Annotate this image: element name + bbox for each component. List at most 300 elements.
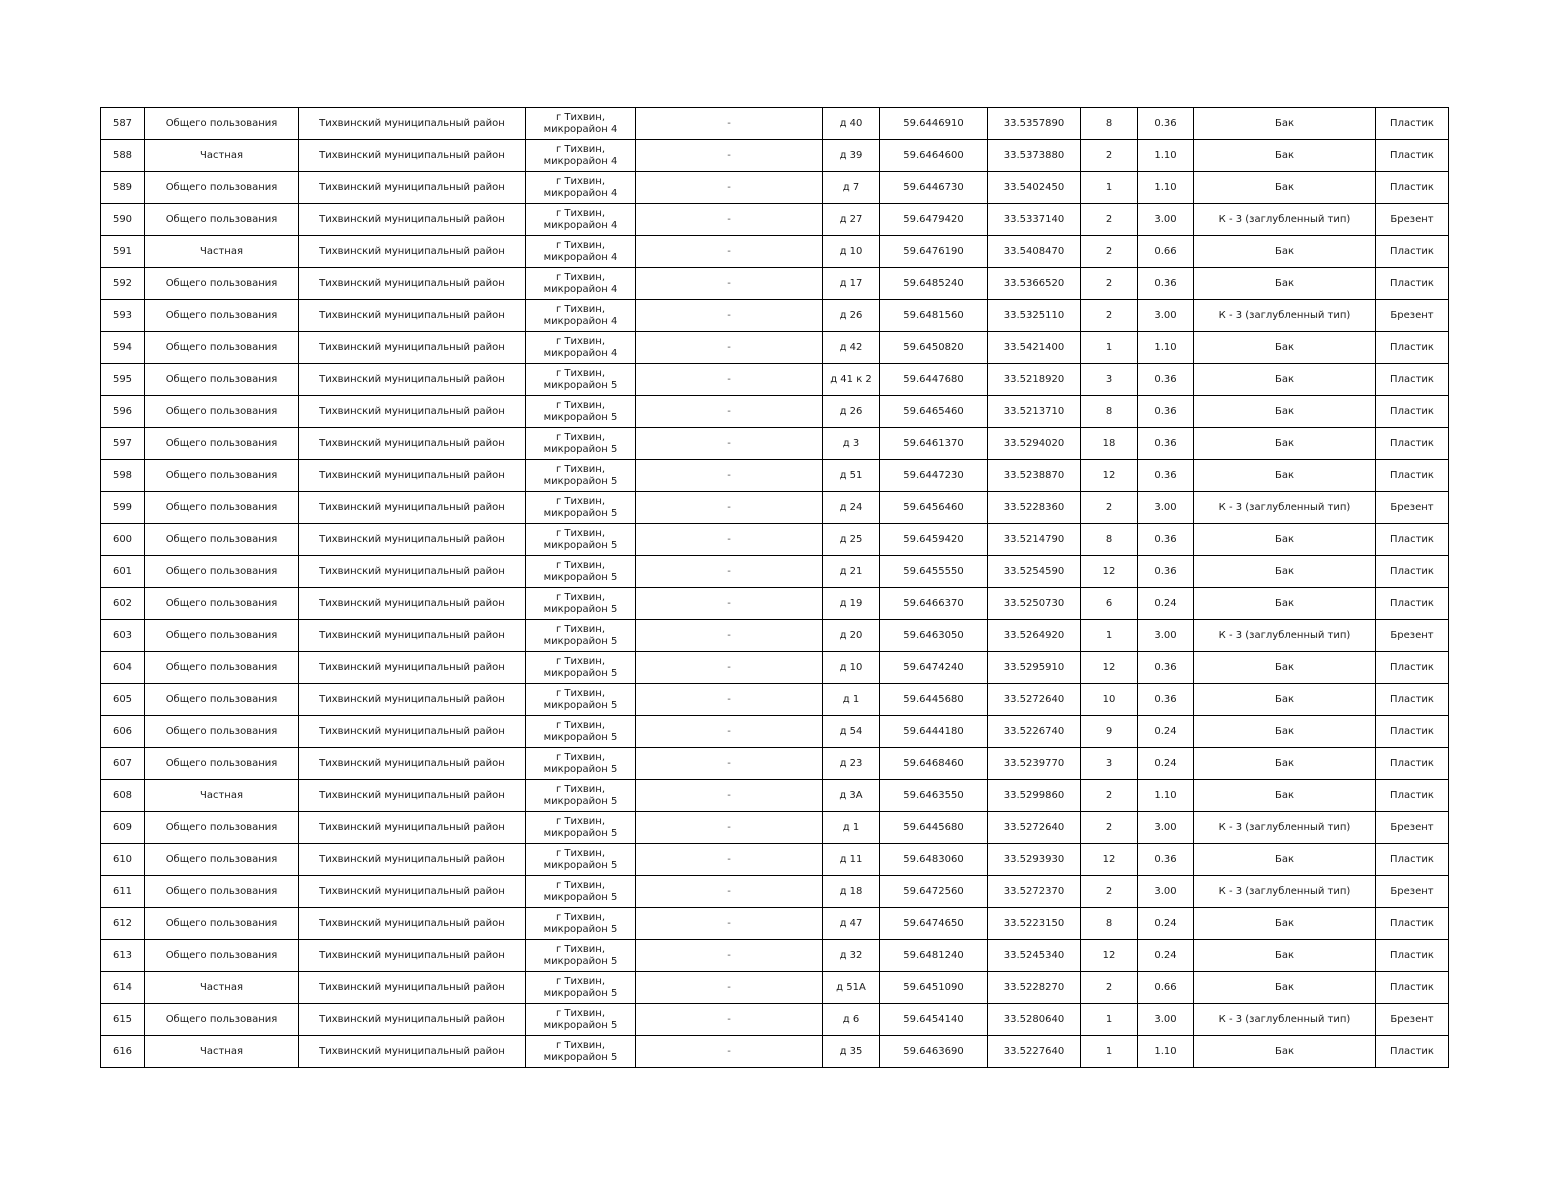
cell-street: - [636,332,823,364]
cell-material: Пластик [1376,364,1449,396]
cell-material: Пластик [1376,460,1449,492]
cell-container-type: К - 3 (заглубленный тип) [1194,620,1376,652]
cell-lon: 33.5223150 [988,908,1081,940]
cell-no: 613 [101,940,145,972]
cell-locality: г Тихвин, микрорайон 4 [526,140,636,172]
cell-locality: г Тихвин, микрорайон 5 [526,492,636,524]
cell-material: Пластик [1376,972,1449,1004]
cell-container-type: Бак [1194,460,1376,492]
cell-lon: 33.5421400 [988,332,1081,364]
cell-material: Пластик [1376,908,1449,940]
cell-street: - [636,108,823,140]
cell-lat: 59.6463550 [880,780,988,812]
cell-lat: 59.6456460 [880,492,988,524]
cell-street: - [636,1004,823,1036]
cell-lon: 33.5239770 [988,748,1081,780]
cell-volume: 3.00 [1138,1004,1194,1036]
cell-district: Тихвинский муниципальный район [299,748,526,780]
cell-house: д 10 [823,652,880,684]
cell-lon: 33.5272640 [988,812,1081,844]
cell-volume: 0.36 [1138,684,1194,716]
cell-material: Пластик [1376,780,1449,812]
cell-locality: г Тихвин, микрорайон 4 [526,204,636,236]
cell-volume: 3.00 [1138,876,1194,908]
cell-material: Брезент [1376,1004,1449,1036]
cell-no: 607 [101,748,145,780]
cell-locality: г Тихвин, микрорайон 5 [526,684,636,716]
cell-locality: г Тихвин, микрорайон 5 [526,812,636,844]
cell-ownership: Частная [145,780,299,812]
table-row [101,236,1449,268]
table-row [101,620,1449,652]
cell-count: 6 [1081,588,1138,620]
cell-lat: 59.6446730 [880,172,988,204]
cell-district: Тихвинский муниципальный район [299,332,526,364]
cell-lon: 33.5226740 [988,716,1081,748]
cell-no: 612 [101,908,145,940]
cell-container-type: Бак [1194,684,1376,716]
cell-lat: 59.6463050 [880,620,988,652]
cell-count: 2 [1081,204,1138,236]
cell-lat: 59.6444180 [880,716,988,748]
cell-count: 2 [1081,972,1138,1004]
cell-locality: г Тихвин, микрорайон 4 [526,108,636,140]
cell-material: Пластик [1376,236,1449,268]
cell-house: д 25 [823,524,880,556]
cell-lon: 33.5357890 [988,108,1081,140]
cell-district: Тихвинский муниципальный район [299,524,526,556]
cell-no: 588 [101,140,145,172]
cell-ownership: Общего пользования [145,172,299,204]
cell-ownership: Общего пользования [145,940,299,972]
cell-volume: 0.24 [1138,940,1194,972]
table-row [101,492,1449,524]
cell-locality: г Тихвин, микрорайон 5 [526,396,636,428]
cell-house: д 54 [823,716,880,748]
cell-container-type: Бак [1194,172,1376,204]
cell-no: 610 [101,844,145,876]
cell-district: Тихвинский муниципальный район [299,364,526,396]
cell-street: - [636,780,823,812]
cell-lon: 33.5366520 [988,268,1081,300]
cell-locality: г Тихвин, микрорайон 4 [526,236,636,268]
cell-volume: 0.24 [1138,588,1194,620]
cell-street: - [636,396,823,428]
cell-volume: 0.36 [1138,268,1194,300]
cell-locality: г Тихвин, микрорайон 5 [526,876,636,908]
cell-container-type: К - 3 (заглубленный тип) [1194,876,1376,908]
cell-container-type: Бак [1194,396,1376,428]
cell-house: д 41 к 2 [823,364,880,396]
cell-house: д 47 [823,908,880,940]
cell-lat: 59.6465460 [880,396,988,428]
cell-count: 12 [1081,940,1138,972]
cell-material: Пластик [1376,716,1449,748]
cell-street: - [636,940,823,972]
cell-district: Тихвинский муниципальный район [299,620,526,652]
cell-lat: 59.6450820 [880,332,988,364]
cell-house: д 20 [823,620,880,652]
table-row [101,300,1449,332]
cell-no: 608 [101,780,145,812]
table-row [101,428,1449,460]
cell-ownership: Общего пользования [145,716,299,748]
cell-locality: г Тихвин, микрорайон 5 [526,972,636,1004]
cell-lon: 33.5272640 [988,684,1081,716]
cell-ownership: Общего пользования [145,876,299,908]
cell-lon: 33.5373880 [988,140,1081,172]
cell-lat: 59.6479420 [880,204,988,236]
cell-material: Пластик [1376,140,1449,172]
cell-volume: 1.10 [1138,780,1194,812]
cell-volume: 0.36 [1138,396,1194,428]
cell-ownership: Общего пользования [145,268,299,300]
cell-district: Тихвинский муниципальный район [299,972,526,1004]
cell-no: 605 [101,684,145,716]
cell-no: 616 [101,1036,145,1068]
cell-container-type: Бак [1194,652,1376,684]
cell-locality: г Тихвин, микрорайон 5 [526,428,636,460]
cell-street: - [636,236,823,268]
cell-district: Тихвинский муниципальный район [299,268,526,300]
cell-container-type: Бак [1194,108,1376,140]
cell-count: 2 [1081,300,1138,332]
cell-material: Пластик [1376,268,1449,300]
cell-house: д 51А [823,972,880,1004]
cell-count: 12 [1081,556,1138,588]
cell-locality: г Тихвин, микрорайон 4 [526,332,636,364]
table-row [101,460,1449,492]
cell-count: 12 [1081,460,1138,492]
cell-house: д 3 [823,428,880,460]
cell-ownership: Общего пользования [145,524,299,556]
cell-lat: 59.6446910 [880,108,988,140]
table-row [101,748,1449,780]
cell-lon: 33.5294020 [988,428,1081,460]
cell-street: - [636,300,823,332]
cell-container-type: Бак [1194,588,1376,620]
cell-district: Тихвинский муниципальный район [299,172,526,204]
cell-no: 592 [101,268,145,300]
cell-lat: 59.6476190 [880,236,988,268]
cell-lat: 59.6459420 [880,524,988,556]
cell-house: д 7 [823,172,880,204]
cell-no: 600 [101,524,145,556]
cell-volume: 0.36 [1138,844,1194,876]
cell-street: - [636,876,823,908]
cell-house: д 42 [823,332,880,364]
cell-lat: 59.6454140 [880,1004,988,1036]
cell-house: д 51 [823,460,880,492]
cell-house: д 19 [823,588,880,620]
cell-street: - [636,588,823,620]
cell-material: Пластик [1376,172,1449,204]
cell-lon: 33.5264920 [988,620,1081,652]
cell-lat: 59.6485240 [880,268,988,300]
cell-street: - [636,812,823,844]
cell-volume: 1.10 [1138,332,1194,364]
cell-no: 601 [101,556,145,588]
cell-container-type: Бак [1194,780,1376,812]
cell-no: 614 [101,972,145,1004]
cell-lon: 33.5213710 [988,396,1081,428]
cell-container-type: Бак [1194,364,1376,396]
cell-material: Брезент [1376,204,1449,236]
cell-container-type: Бак [1194,556,1376,588]
cell-container-type: Бак [1194,844,1376,876]
cell-ownership: Частная [145,1036,299,1068]
table-row [101,1004,1449,1036]
cell-volume: 1.10 [1138,140,1194,172]
cell-ownership: Общего пользования [145,812,299,844]
cell-volume: 0.66 [1138,236,1194,268]
table-row [101,780,1449,812]
cell-count: 8 [1081,908,1138,940]
cell-street: - [636,428,823,460]
table-row [101,684,1449,716]
cell-house: д 35 [823,1036,880,1068]
cell-lat: 59.6447680 [880,364,988,396]
cell-material: Пластик [1376,940,1449,972]
cell-container-type: К - 3 (заглубленный тип) [1194,492,1376,524]
cell-locality: г Тихвин, микрорайон 5 [526,588,636,620]
cell-container-type: Бак [1194,908,1376,940]
cell-count: 3 [1081,364,1138,396]
cell-lon: 33.5254590 [988,556,1081,588]
cell-ownership: Общего пользования [145,460,299,492]
cell-count: 3 [1081,748,1138,780]
cell-volume: 0.24 [1138,908,1194,940]
cell-no: 590 [101,204,145,236]
cell-district: Тихвинский муниципальный район [299,940,526,972]
cell-no: 611 [101,876,145,908]
cell-house: д 10 [823,236,880,268]
cell-district: Тихвинский муниципальный район [299,1004,526,1036]
cell-material: Пластик [1376,1036,1449,1068]
cell-street: - [636,460,823,492]
cell-lat: 59.6472560 [880,876,988,908]
cell-no: 615 [101,1004,145,1036]
cell-house: д 3А [823,780,880,812]
cell-locality: г Тихвин, микрорайон 5 [526,364,636,396]
cell-no: 603 [101,620,145,652]
cell-container-type: Бак [1194,524,1376,556]
cell-locality: г Тихвин, микрорайон 5 [526,556,636,588]
cell-house: д 11 [823,844,880,876]
cell-volume: 0.36 [1138,428,1194,460]
cell-lat: 59.6474240 [880,652,988,684]
table-body [101,108,1449,1068]
cell-house: д 23 [823,748,880,780]
table-row [101,908,1449,940]
cell-district: Тихвинский муниципальный район [299,556,526,588]
table-row [101,140,1449,172]
table-row [101,844,1449,876]
cell-volume: 0.36 [1138,108,1194,140]
cell-no: 606 [101,716,145,748]
cell-lon: 33.5299860 [988,780,1081,812]
cell-material: Брезент [1376,812,1449,844]
cell-ownership: Общего пользования [145,364,299,396]
cell-no: 594 [101,332,145,364]
cell-material: Пластик [1376,556,1449,588]
cell-locality: г Тихвин, микрорайон 5 [526,620,636,652]
cell-lat: 59.6445680 [880,684,988,716]
cell-district: Тихвинский муниципальный район [299,460,526,492]
cell-locality: г Тихвин, микрорайон 5 [526,940,636,972]
cell-count: 1 [1081,172,1138,204]
cell-district: Тихвинский муниципальный район [299,812,526,844]
cell-no: 587 [101,108,145,140]
cell-volume: 3.00 [1138,492,1194,524]
cell-house: д 26 [823,396,880,428]
cell-volume: 0.36 [1138,364,1194,396]
cell-locality: г Тихвин, микрорайон 5 [526,748,636,780]
cell-lon: 33.5218920 [988,364,1081,396]
cell-container-type: Бак [1194,940,1376,972]
cell-street: - [636,268,823,300]
table-row [101,652,1449,684]
cell-lon: 33.5402450 [988,172,1081,204]
cell-volume: 0.24 [1138,716,1194,748]
cell-count: 8 [1081,108,1138,140]
cell-locality: г Тихвин, микрорайон 4 [526,268,636,300]
cell-ownership: Общего пользования [145,556,299,588]
cell-locality: г Тихвин, микрорайон 5 [526,1036,636,1068]
cell-lat: 59.6481560 [880,300,988,332]
cell-locality: г Тихвин, микрорайон 5 [526,652,636,684]
table-row [101,588,1449,620]
cell-street: - [636,652,823,684]
cell-material: Пластик [1376,428,1449,460]
cell-material: Пластик [1376,748,1449,780]
cell-volume: 0.36 [1138,556,1194,588]
cell-volume: 1.10 [1138,1036,1194,1068]
table-row [101,716,1449,748]
cell-street: - [636,492,823,524]
cell-locality: г Тихвин, микрорайон 5 [526,844,636,876]
cell-count: 2 [1081,140,1138,172]
cell-street: - [636,524,823,556]
cell-street: - [636,908,823,940]
cell-container-type: К - 3 (заглубленный тип) [1194,812,1376,844]
cell-material: Брезент [1376,300,1449,332]
cell-container-type: Бак [1194,236,1376,268]
cell-volume: 3.00 [1138,620,1194,652]
cell-material: Брезент [1376,492,1449,524]
cell-ownership: Общего пользования [145,620,299,652]
cell-street: - [636,620,823,652]
cell-district: Тихвинский муниципальный район [299,108,526,140]
cell-count: 2 [1081,812,1138,844]
cell-count: 2 [1081,268,1138,300]
cell-ownership: Общего пользования [145,1004,299,1036]
cell-material: Пластик [1376,332,1449,364]
cell-ownership: Общего пользования [145,684,299,716]
cell-district: Тихвинский муниципальный район [299,140,526,172]
cell-ownership: Общего пользования [145,300,299,332]
cell-lat: 59.6481240 [880,940,988,972]
table-row [101,108,1449,140]
cell-house: д 26 [823,300,880,332]
cell-ownership: Общего пользования [145,428,299,460]
cell-lat: 59.6447230 [880,460,988,492]
cell-ownership: Частная [145,140,299,172]
cell-lat: 59.6464600 [880,140,988,172]
cell-material: Пластик [1376,652,1449,684]
cell-count: 18 [1081,428,1138,460]
cell-material: Пластик [1376,844,1449,876]
cell-district: Тихвинский муниципальный район [299,716,526,748]
cell-ownership: Общего пользования [145,108,299,140]
cell-house: д 6 [823,1004,880,1036]
cell-volume: 0.36 [1138,524,1194,556]
cell-lat: 59.6445680 [880,812,988,844]
cell-street: - [636,748,823,780]
cell-lon: 33.5238870 [988,460,1081,492]
cell-ownership: Частная [145,236,299,268]
table-row [101,332,1449,364]
cell-street: - [636,684,823,716]
cell-volume: 3.00 [1138,812,1194,844]
table-row [101,204,1449,236]
cell-ownership: Частная [145,972,299,1004]
cell-container-type: Бак [1194,268,1376,300]
cell-ownership: Общего пользования [145,844,299,876]
cell-container-type: К - 3 (заглубленный тип) [1194,300,1376,332]
cell-lon: 33.5228270 [988,972,1081,1004]
cell-street: - [636,140,823,172]
cell-ownership: Общего пользования [145,396,299,428]
cell-no: 604 [101,652,145,684]
cell-no: 609 [101,812,145,844]
cell-volume: 1.10 [1138,172,1194,204]
cell-no: 591 [101,236,145,268]
cell-lat: 59.6466370 [880,588,988,620]
table-row [101,396,1449,428]
cell-material: Пластик [1376,684,1449,716]
waste-site-table [100,107,1449,1068]
cell-district: Тихвинский муниципальный район [299,236,526,268]
cell-street: - [636,844,823,876]
cell-district: Тихвинский муниципальный район [299,492,526,524]
table-row [101,972,1449,1004]
cell-street: - [636,972,823,1004]
cell-house: д 18 [823,876,880,908]
cell-container-type: Бак [1194,972,1376,1004]
cell-house: д 27 [823,204,880,236]
table-row [101,876,1449,908]
cell-street: - [636,1036,823,1068]
cell-house: д 17 [823,268,880,300]
cell-lat: 59.6461370 [880,428,988,460]
cell-count: 2 [1081,876,1138,908]
cell-street: - [636,364,823,396]
cell-lon: 33.5227640 [988,1036,1081,1068]
cell-volume: 3.00 [1138,204,1194,236]
cell-house: д 21 [823,556,880,588]
cell-no: 597 [101,428,145,460]
cell-no: 593 [101,300,145,332]
cell-lat: 59.6451090 [880,972,988,1004]
cell-material: Пластик [1376,588,1449,620]
cell-district: Тихвинский муниципальный район [299,204,526,236]
cell-ownership: Общего пользования [145,748,299,780]
cell-count: 12 [1081,652,1138,684]
cell-locality: г Тихвин, микрорайон 5 [526,1004,636,1036]
cell-material: Брезент [1376,620,1449,652]
cell-district: Тихвинский муниципальный район [299,908,526,940]
